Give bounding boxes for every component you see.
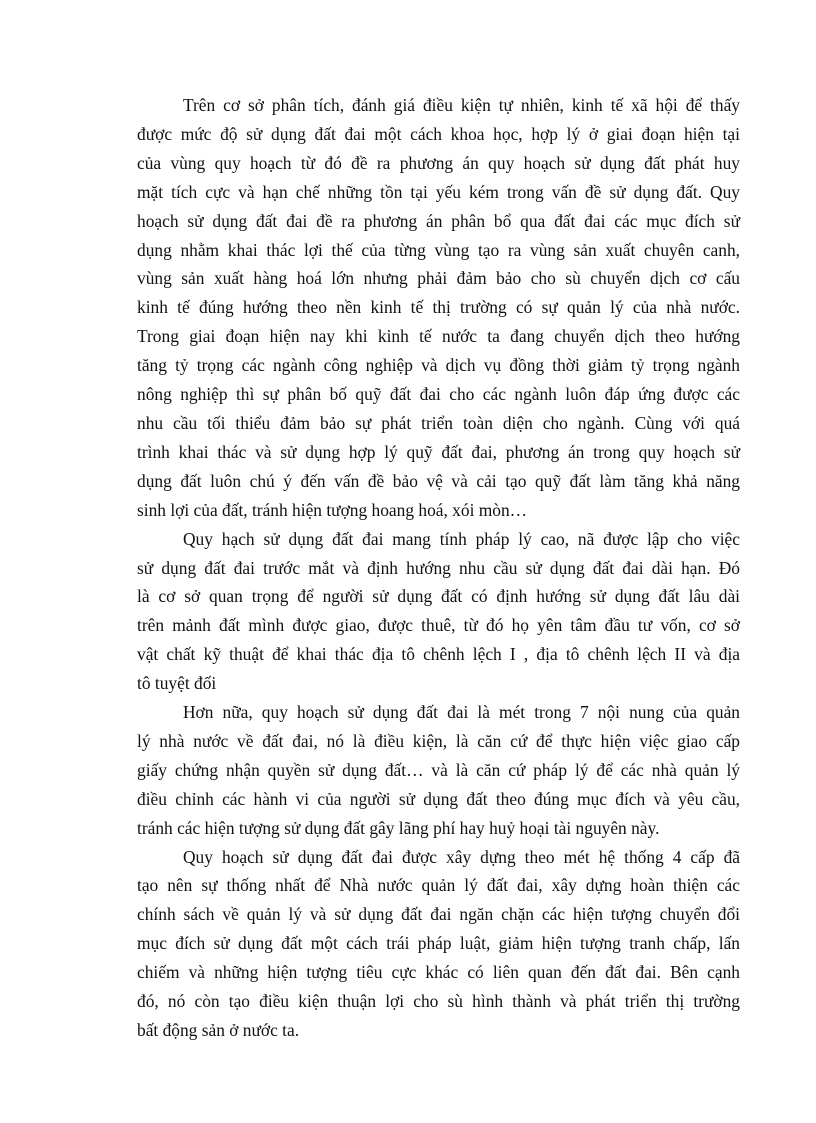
paragraph-2-line-4: trên mảnh đất mình được giao, được thuê, từ đó họ yên tâm đầu tư vốn, cơ sở	[137, 615, 740, 636]
paragraph-4	[137, 843, 740, 1045]
paragraph-2-line-6: tô tuyệt đối	[137, 673, 217, 694]
paragraph-3-line-5: tránh các hiện tượng sử dụng đất gây lãng phí hay huỷ hoại tài nguyên này.	[137, 817, 660, 838]
paragraph-1-line-4: mặt tích cực và hạn chế những tồn tại yếu kém trong vấn đề sử dụng đất. Quy	[137, 181, 740, 202]
paragraph-2-line-5: vật chất kỹ thuật để khai thác địa tô chênh lệch I , địa tô chênh lệch II và địa	[137, 644, 740, 665]
paragraph-2	[137, 525, 740, 698]
paragraph-1-line-2: được mức độ sử dụng đất đai một cách khoa học, hợp lý ở giai đoạn hiện tại	[137, 123, 740, 144]
paragraph-4-line-1: Quy hoạch sử dụng đất đai được xây dựng theo mét hệ thống 4 cấp đã	[183, 846, 740, 867]
paragraph-3-line-1: Hơn nữa, quy hoạch sử dụng đất đai là mét trong 7 nội nung của quản	[183, 702, 740, 723]
paragraph-4-line-2: tạo nên sự thống nhất để Nhà nước quản lý đất đai, xây dựng hoàn thiện các	[137, 875, 740, 896]
paragraph-4-line-4: mục đích sử dụng đất một cách trái pháp luật, giảm hiện tượng tranh chấp, lấn	[137, 933, 740, 954]
paragraph-1-line-7: vùng sản xuất hàng hoá lớn nhưng phải đảm bảo cho sù chuyển dịch cơ cấu	[137, 268, 740, 289]
paragraph-1	[137, 91, 740, 525]
paragraph-1-line-11: nông nghiệp thì sự phân bố quỹ đất đai cho các ngành luôn đáp ứng được các	[137, 384, 740, 405]
paragraph-3-line-2: lý nhà nước về đất đai, nó là điều kiện, là căn cứ để thực hiện việc giao cấp	[137, 730, 740, 751]
paragraph-4-line-3: chính sách về quản lý và sử dụng đất đai ngăn chặn các hiện tượng chuyển đổi	[137, 904, 740, 925]
paragraph-3-line-4: điều chỉnh các hành vi của người sử dụng đất theo đúng mục đích và yêu cầu,	[137, 788, 740, 809]
paragraph-1-line-13: trình khai thác và sử dụng hợp lý quỹ đất đai, phương án trong quy hoạch sử	[137, 441, 740, 462]
paragraph-3-line-3: giấy chứng nhận quyền sử dụng đất… và là căn cứ pháp lý để các nhà quản lý	[137, 759, 740, 780]
paragraph-1-line-9: Trong giai đoạn hiện nay khi kinh tế nước ta đang chuyển dịch theo hướng	[137, 326, 740, 347]
paragraph-1-line-8: kinh tế đúng hướng theo nền kinh tế thị trường có sự quản lý của nhà nước.	[137, 297, 740, 318]
paragraph-1-line-1: Trên cơ sở phân tích, đánh giá điều kiện tự nhiên, kinh tế xã hội để thấy	[183, 95, 740, 115]
paragraph-3	[137, 698, 740, 843]
paragraph-1-line-3: của vùng quy hoạch từ đó đề ra phương án quy hoạch sử dụng đất phát huy	[137, 152, 740, 173]
paragraph-2-line-1: Quy hạch sử dụng đất đai mang tính pháp lý cao, nã được lập cho việc	[183, 528, 740, 549]
paragraph-1-line-15: sinh lợi của đất, tránh hiện tượng hoang hoá, xói mòn…	[137, 499, 528, 520]
paragraph-2-line-3: là cơ sở quan trọng để người sử dụng đất có định hướng sử dụng đất lâu dài	[137, 586, 740, 607]
paragraph-4-line-7: bất động sản ở nước ta.	[137, 1020, 300, 1040]
paragraph-1-line-5: hoạch sử dụng đất đai đề ra phương án phân bổ qua đất đai các mục đích sử	[137, 210, 740, 231]
paragraph-4-line-5: chiếm và những hiện tượng tiêu cực khác có liên quan đến đất đai. Bên cạnh	[137, 962, 740, 983]
paragraph-1-line-6: dụng nhằm khai thác lợi thế của từng vùng tạo ra vùng sản xuất chuyên canh,	[137, 239, 740, 260]
paragraph-4-line-6: đó, nó còn tạo điều kiện thuận lợi cho sù hình thành và phát triển thị trường	[137, 991, 740, 1012]
document-body	[137, 91, 740, 1045]
paragraph-2-line-2: sử dụng đất đai trước mắt và định hướng nhu cầu sử dụng đất đai dài hạn. Đó	[137, 557, 740, 578]
paragraph-1-line-12: nhu cầu tối thiểu đảm bảo sự phát triển toàn diện cho ngành. Cùng với quá	[137, 412, 740, 433]
paragraph-1-line-10: tăng tỷ trọng các ngành công nghiệp và dịch vụ đồng thời giảm tỷ trọng ngành	[137, 355, 740, 376]
paragraph-1-line-14: dụng đất luôn chú ý đến vấn đề bảo vệ và cải tạo quỹ đất làm tăng khả năng	[137, 470, 740, 491]
